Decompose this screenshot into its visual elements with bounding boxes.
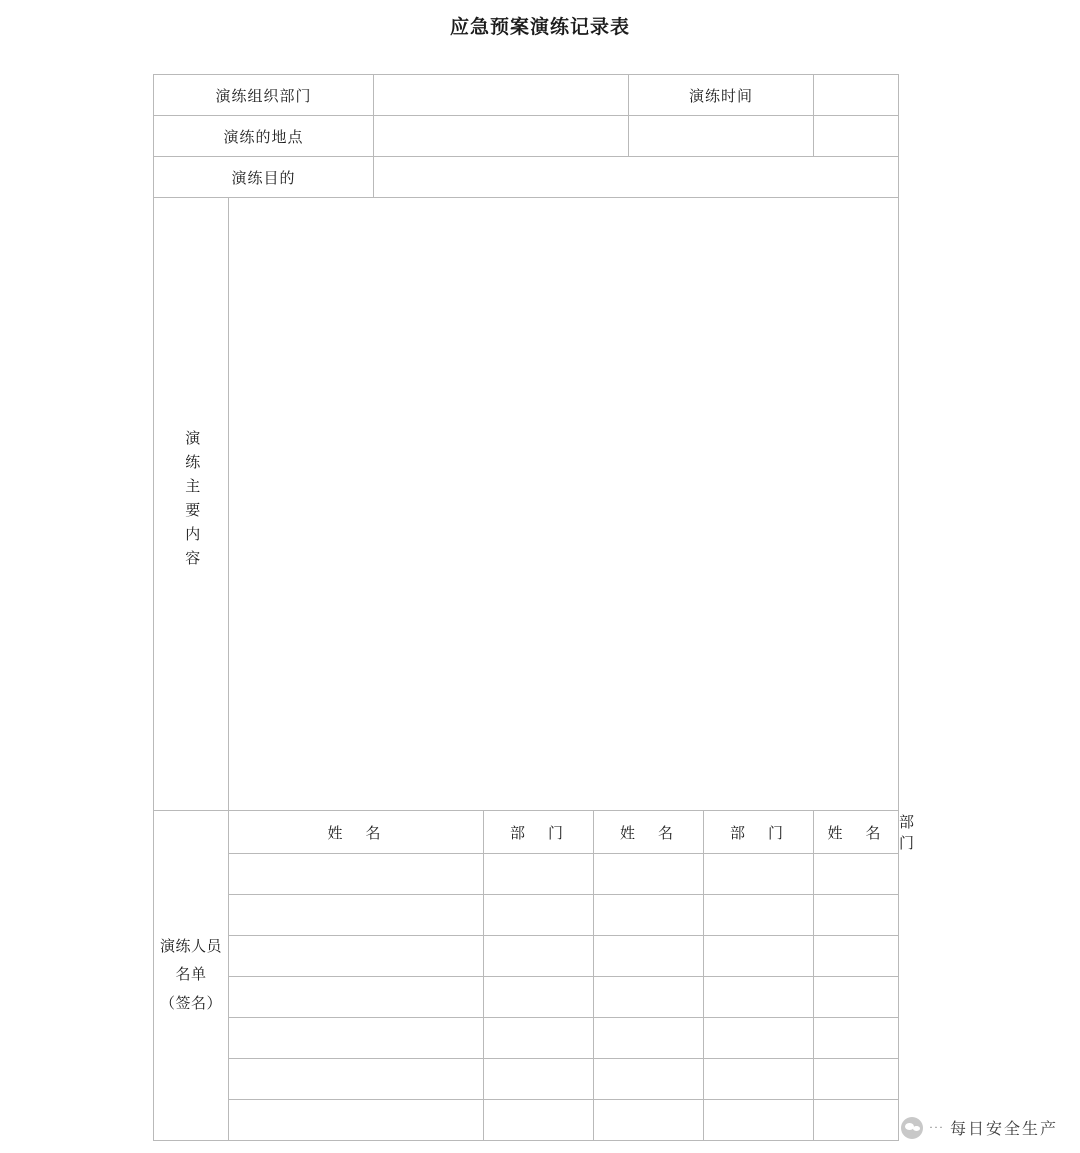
column-header-name-1: 姓 名 [229,811,484,854]
table-row [154,1018,899,1059]
table-row [154,1100,899,1141]
cell-dept-2[interactable] [704,854,814,895]
field-label-main-content [154,198,229,811]
cell-name-2[interactable] [594,854,704,895]
cell-name-1[interactable] [229,895,484,936]
cell-dept-1[interactable] [484,1100,594,1141]
cell-dept-2[interactable] [704,1100,814,1141]
cell-name-3[interactable] [814,977,899,1018]
cell-dept-1[interactable] [484,977,594,1018]
field-value-location[interactable] [374,116,629,157]
main-content-vertical-label: 演练主要内容 [183,429,200,574]
cell-dept-1[interactable] [484,1059,594,1100]
cell-name-1[interactable] [229,854,484,895]
cell-name-1[interactable] [229,936,484,977]
table-row [154,854,899,895]
cell-name-2[interactable] [594,1018,704,1059]
cell-name-3[interactable] [814,854,899,895]
column-header-dept-1: 部 门 [484,811,594,854]
cell-name-2[interactable] [594,977,704,1018]
participants-label-line2: 名单 [175,967,207,984]
column-header-dept-2: 部 门 [704,811,814,854]
field-label-participants [154,811,229,1141]
table-row [154,116,899,157]
field-label-row2-extra [629,116,814,157]
cell-name-3[interactable] [814,1018,899,1059]
field-label-organizer: 演练组织部门 [154,75,374,116]
table-row: 演练人员 名单 （签名） 姓 名 部 门 姓 名 部 门 姓 名 部 门 [154,811,899,854]
field-label-drill-time: 演练时间 [629,75,814,116]
field-label-location: 演练的地点 [154,116,374,157]
record-form [153,74,938,1141]
form-table [153,74,938,1141]
cell-name-2[interactable] [594,936,704,977]
cell-dept-1[interactable] [484,895,594,936]
field-label-purpose: 演练目的 [154,157,374,198]
cell-name-1[interactable] [229,1018,484,1059]
field-value-purpose[interactable] [374,157,899,198]
participants-label-line1: 演练人员 [159,938,222,955]
cell-name-1[interactable] [229,977,484,1018]
page-title: 应急预案演练记录表 [449,17,630,38]
watermark-dots: ··· [928,1120,944,1134]
cell-dept-2[interactable] [704,936,814,977]
table-row [154,1059,899,1100]
table-row [154,157,899,198]
field-value-main-content[interactable] [229,198,899,811]
cell-dept-2[interactable] [704,977,814,1018]
table-row [154,977,899,1018]
table-row [154,75,899,116]
column-header-name-2: 姓 名 [594,811,704,854]
field-value-organizer[interactable] [374,75,629,116]
cell-name-3[interactable] [814,936,899,977]
table-row [154,198,899,811]
cell-dept-2[interactable] [704,895,814,936]
cell-dept-2[interactable] [704,1018,814,1059]
watermark-text: 每日安全生产 [949,1121,1058,1138]
cell-dept-1[interactable] [484,1018,594,1059]
cell-name-2[interactable] [594,1059,704,1100]
cell-name-1[interactable] [229,1100,484,1141]
cell-name-3[interactable] [814,1100,899,1141]
cell-name-3[interactable] [814,895,899,936]
cell-name-3[interactable] [814,1059,899,1100]
cell-name-2[interactable] [594,895,704,936]
participants-label-line3: （签名） [159,995,222,1012]
field-value-drill-time[interactable] [814,75,899,116]
table-row [154,895,899,936]
cell-name-1[interactable] [229,1059,484,1100]
field-value-row2-extra[interactable] [814,116,899,157]
table-row [154,936,899,977]
watermark [901,1116,1058,1139]
column-header-name-3: 姓 名 [814,811,899,854]
cell-name-2[interactable] [594,1100,704,1141]
wechat-icon [901,1117,923,1139]
cell-dept-2[interactable] [704,1059,814,1100]
cell-dept-1[interactable] [484,854,594,895]
cell-dept-1[interactable] [484,936,594,977]
